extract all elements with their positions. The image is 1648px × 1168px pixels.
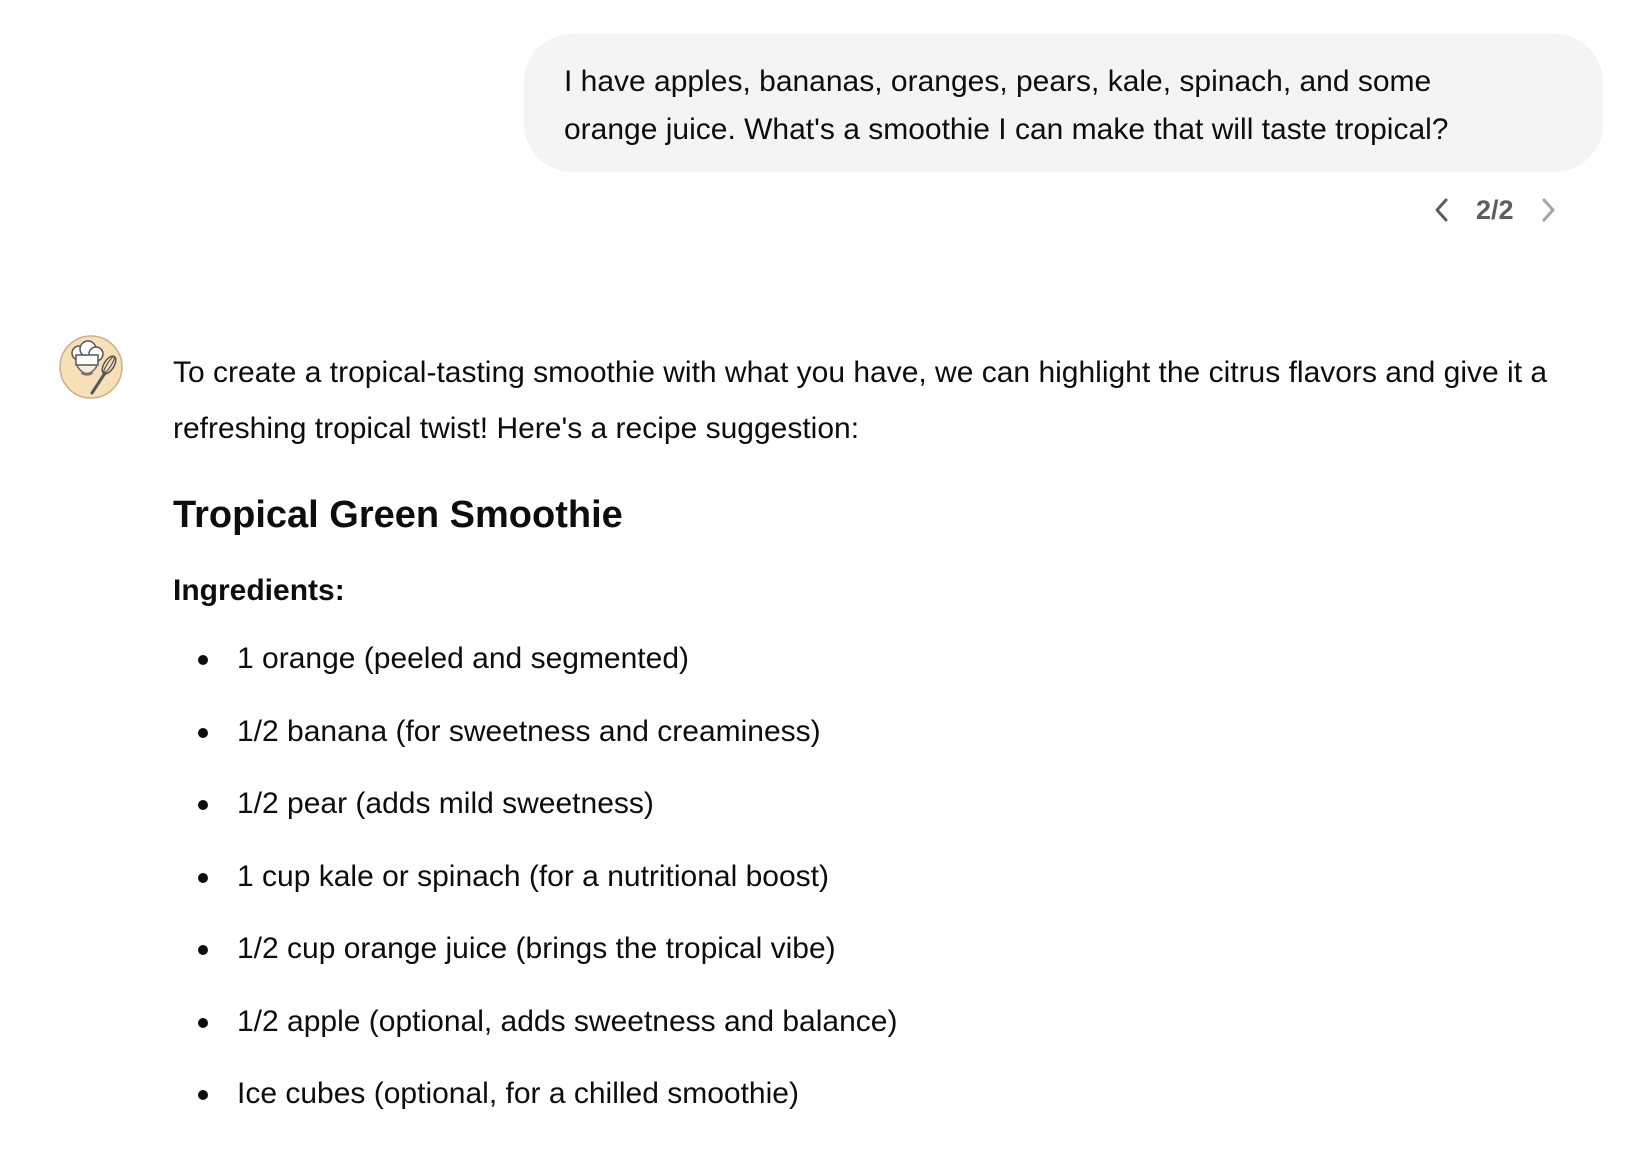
bullet-icon [198,873,208,883]
chevron-right-icon [1538,196,1558,224]
list-item [173,1070,1593,1118]
bullet-icon [198,655,208,665]
ingredient-text: 1/2 banana (for sweetness and creaminess) [237,714,821,748]
ingredients-heading: Ingredients: [173,574,345,607]
ingredient-text: Ice cubes (optional, for a chilled smoothie) [237,1077,799,1110]
assistant-message [173,345,1593,1143]
list-item [173,925,1593,973]
assistant-avatar [59,335,123,399]
next-response-button[interactable] [1526,188,1570,232]
ingredient-text: 1/2 pear (adds mild sweetness) [237,787,654,820]
chevron-left-icon [1432,196,1452,224]
bullet-icon [198,800,208,810]
list-item [173,853,1593,901]
bullet-icon [198,945,208,955]
response-count: 2/2 [1476,194,1514,225]
list-item [173,708,1593,756]
user-message-bubble [524,34,1603,172]
ingredient-text: 1/2 apple (optional, adds sweetness and balance) [237,1004,898,1038]
user-message-line: orange juice. What's a smoothie I can make that will taste tropical? [564,113,1449,146]
recipe-title: Tropical Green Smoothie [173,494,623,536]
user-message-line: I have apples, bananas, oranges, pears, kale, spinach, and some [564,65,1432,98]
bullet-icon [198,1018,208,1028]
ingredient-text: 1 orange (peeled and segmented) [237,642,689,675]
list-item [173,780,1593,828]
assistant-intro: To create a tropical-tasting smoothie with what you have, we can highlight the citrus flavors and give it a refreshing tropical twist! Here's a recipe suggestion: [173,356,1548,445]
response-pager [1420,188,1570,232]
ingredients-list [173,635,1593,1118]
list-item [173,635,1593,683]
previous-response-button[interactable] [1420,188,1464,232]
chef-hat-whisk-icon [59,335,123,399]
ingredient-text: 1/2 cup orange juice (brings the tropical vibe) [237,932,836,965]
bullet-icon [198,1090,208,1100]
list-item [173,998,1593,1046]
bullet-icon [198,728,208,738]
ingredient-text: 1 cup kale or spinach (for a nutritional boost) [237,859,829,893]
